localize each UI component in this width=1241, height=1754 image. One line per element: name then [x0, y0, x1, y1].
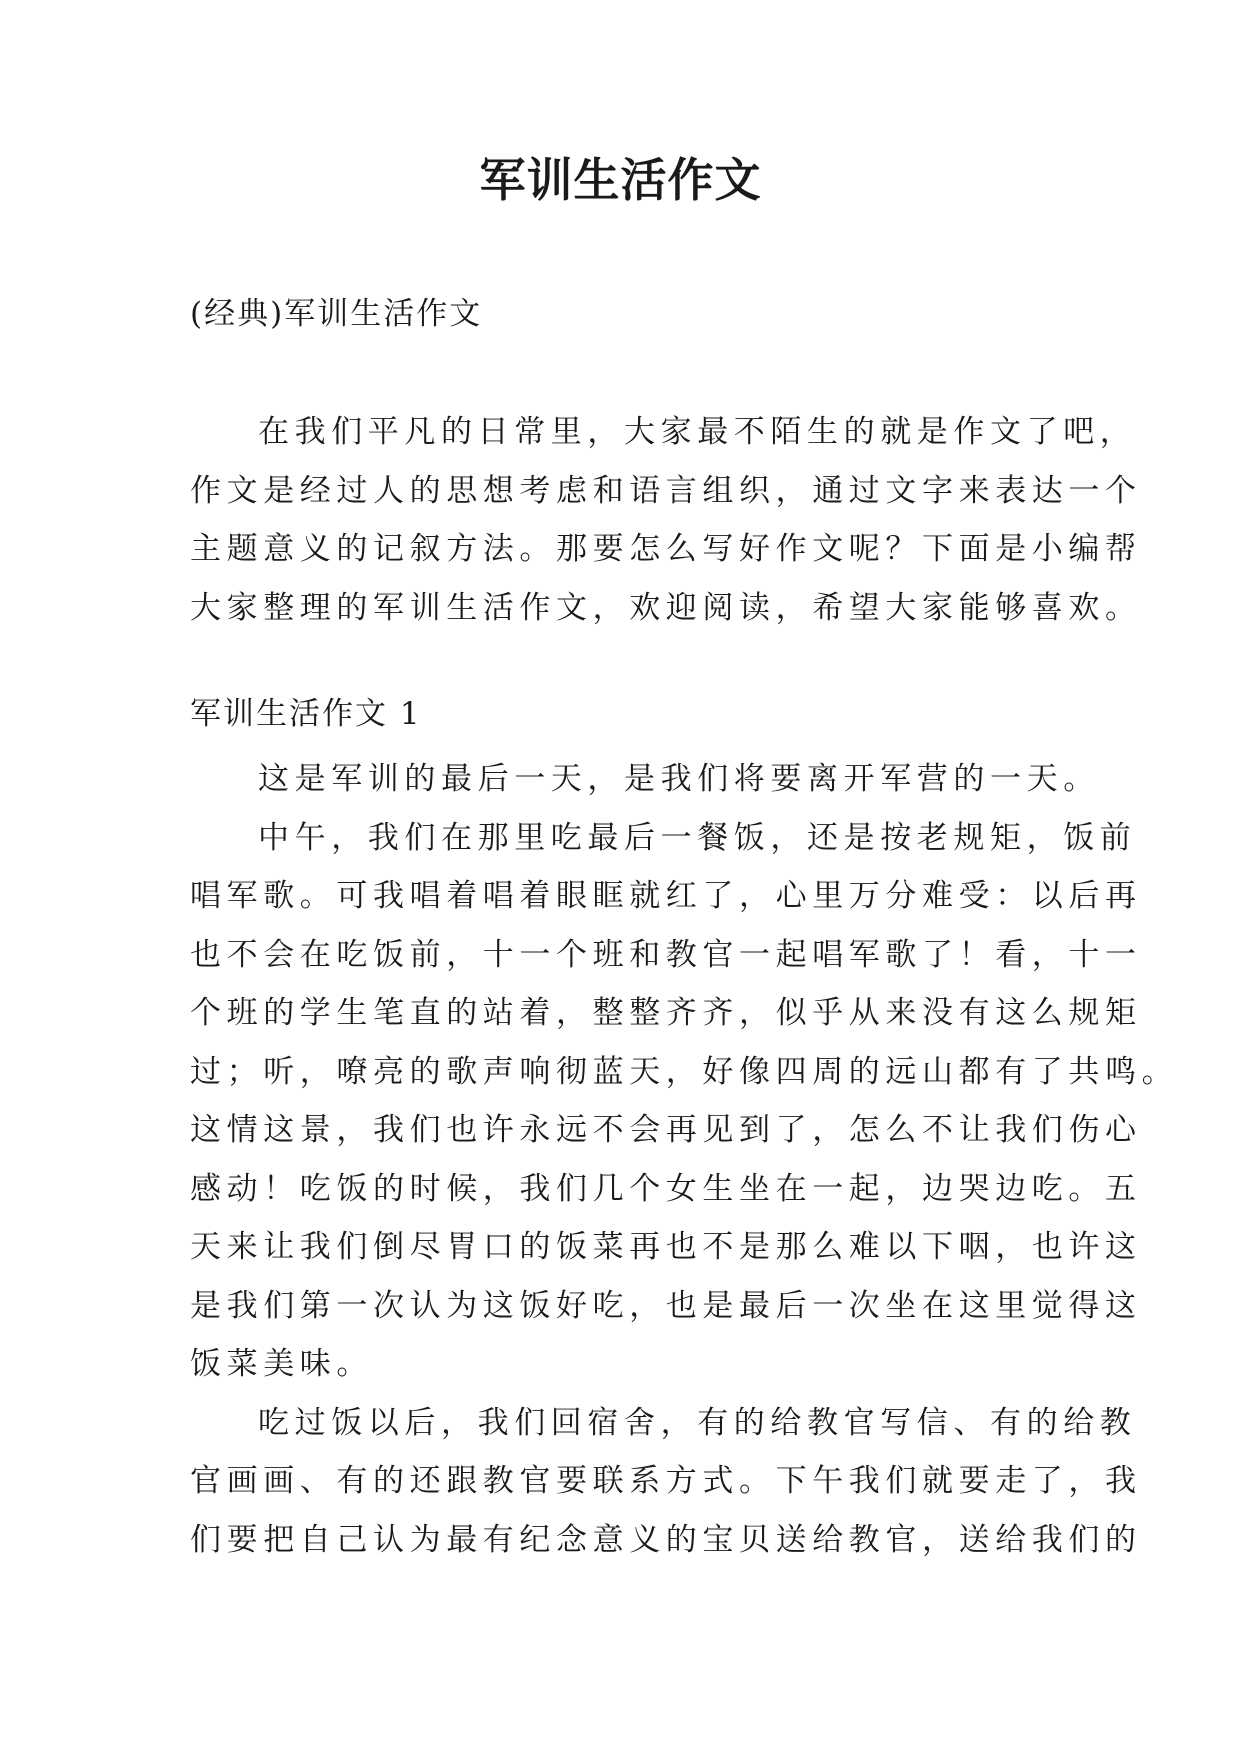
paragraph-line: 饭菜美味。 [190, 1346, 373, 1382]
paragraph-line: 这情这景，我们也许永远不会再见到了，怎么不让我们伤心 [190, 1112, 1142, 1148]
intro-paragraph [190, 403, 1142, 637]
paragraph-line: 个班的学生笔直的站着，整整齐齐，似乎从来没有这么规矩 [190, 995, 1142, 1031]
paragraph-line: 也不会在吃饭前，十一个班和教官一起唱军歌了！看，十一 [190, 936, 1142, 973]
paragraph-line: 是我们第一次认为这饭好吃，也是最后一次坐在这里觉得这 [190, 1287, 1142, 1324]
paragraph-line: 天来让我们倒尽胃口的饭菜再也不是那么难以下咽，也许这 [190, 1229, 1142, 1265]
essay-paragraph-1 [190, 750, 1100, 809]
paragraph-line: 官画画、有的还跟教官要联系方式。下午我们就要走了，我 [190, 1463, 1142, 1499]
paragraph-line: 唱军歌。可我唱着唱着眼眶就红了，心里万分难受：以后再 [190, 878, 1142, 914]
intro-line: 在我们平凡的日常里，大家最不陌生的就是作文了吧， [258, 414, 1137, 450]
paragraph-line: 过；听，嘹亮的歌声响彻蓝天，好像四周的远山都有了共鸣。 [190, 1053, 1179, 1090]
document-subtitle: (经典)军训生活作文 [190, 296, 483, 332]
paragraph-line: 这是军训的最后一天，是我们将要离开军营的一天。 [258, 761, 1100, 797]
paragraph-line: 们要把自己认为最有纪念意义的宝贝送给教官，送给我们的 [190, 1521, 1142, 1558]
paragraph-line: 感动！吃饭的时候，我们几个女生坐在一起，边哭边吃。五 [190, 1170, 1142, 1207]
intro-line: 大家整理的军训生活作文，欢迎阅读，希望大家能够喜欢。 [190, 589, 1142, 626]
section-heading: 军训生活作文 1 [190, 696, 422, 732]
intro-line: 作文是经过人的思想考虑和语言组织，通过文字来表达一个 [190, 472, 1142, 509]
essay-section-1 [190, 692, 1179, 1569]
paragraph-line: 吃过饭以后，我们回宿舍，有的给教官写信、有的给教 [258, 1404, 1137, 1441]
intro-line: 主题意义的记叙方法。那要怎么写好作文呢？下面是小编帮 [190, 531, 1142, 567]
paragraph-line: 中午，我们在那里吃最后一餐饭，还是按老规矩，饭前 [258, 819, 1137, 856]
essay-paragraph-2 [190, 809, 1179, 1394]
document-title: 军训生活作文 [479, 153, 762, 207]
essay-paragraph-3 [190, 1394, 1142, 1570]
